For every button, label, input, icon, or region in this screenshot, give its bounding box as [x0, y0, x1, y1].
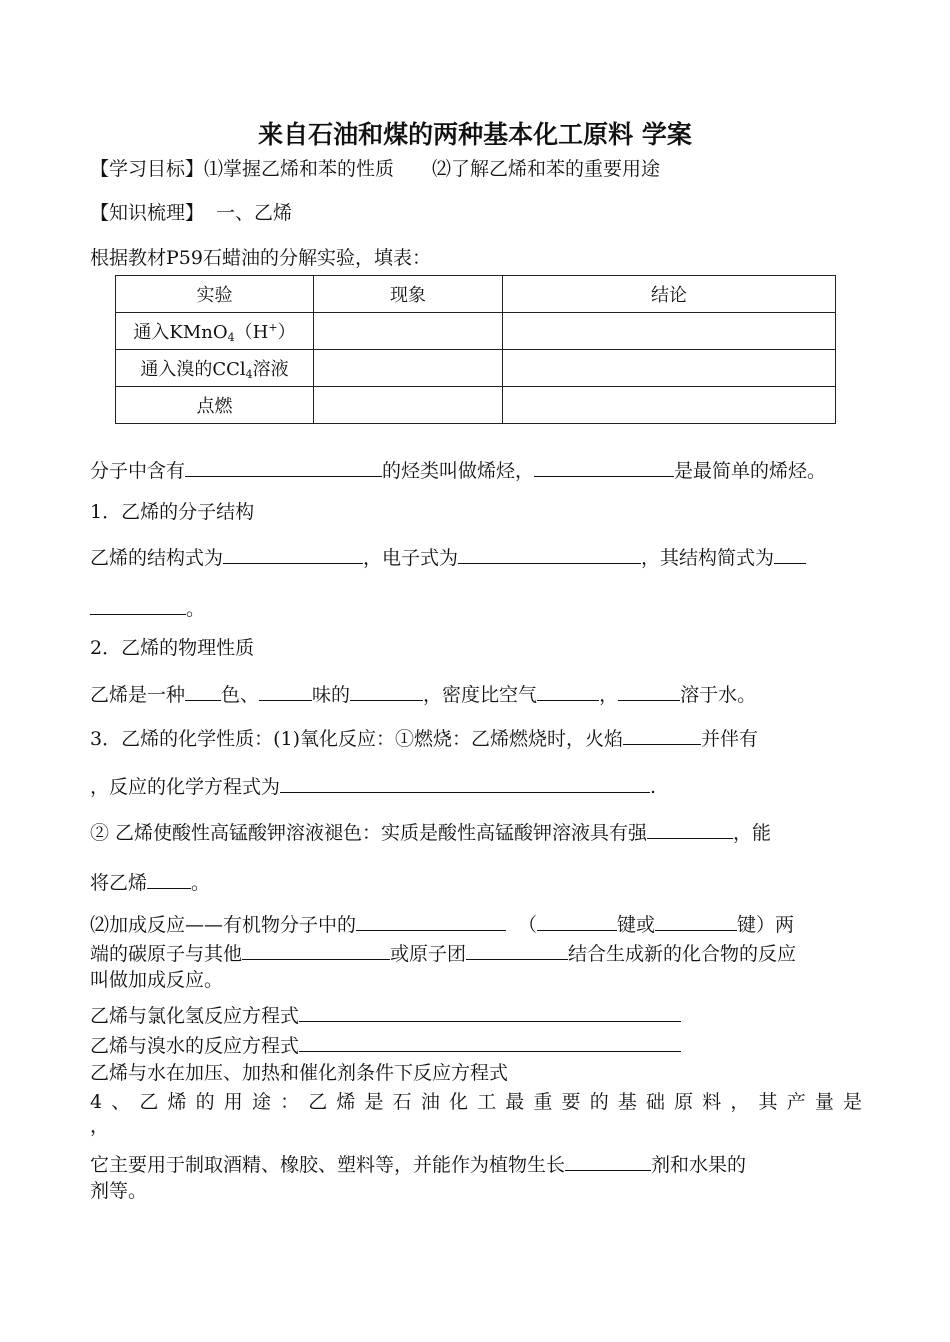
blank-field[interactable]: [618, 680, 680, 701]
addition-line-3: 叫做加成反应。: [90, 969, 224, 991]
uses-line-1: 4、乙烯的用途：乙烯是石油化工最重要的基础原料，其产量是: [90, 1091, 862, 1113]
blank-field[interactable]: [565, 1150, 651, 1171]
table-cell-observation[interactable]: [314, 313, 503, 350]
alkene-definition-line: 分子中含有 的烃类叫做烯烃， 是最简单的烯烃。: [90, 456, 826, 484]
section-3-line: 3．乙烯的化学性质：(1)氧化反应：①燃烧：乙烯燃烧时，火焰 并伴有: [90, 724, 758, 752]
uses-comma: ，: [90, 1115, 110, 1137]
blank-field[interactable]: [458, 543, 641, 564]
table-header-row: [116, 276, 836, 313]
equation-hcl-line: 乙烯与氯化氢反应方程式: [90, 1001, 681, 1029]
blank-field[interactable]: [147, 868, 191, 889]
blank-field[interactable]: [534, 456, 674, 477]
experiment-table: [115, 275, 836, 424]
kmno4-line: ② 乙烯使酸性高锰酸钾溶液褪色：实质是酸性高锰酸钾溶液具有强 ，能: [90, 818, 771, 846]
blank-field[interactable]: [466, 939, 568, 960]
combustion-equation-line: ，反应的化学方程式为 .: [90, 772, 656, 800]
blank-field[interactable]: [185, 456, 382, 477]
uses-line-2: 它主要用于制取酒精、橡胶、塑料等，并能作为植物生长 剂和水果的: [90, 1150, 746, 1178]
blank-field[interactable]: [259, 680, 312, 701]
blank-field[interactable]: [356, 910, 506, 931]
uses-line-3: 剂等。: [90, 1180, 148, 1202]
knowledge-label: 【知识梳理】: [90, 202, 205, 224]
blank-field[interactable]: [774, 543, 806, 564]
blank-field[interactable]: [223, 543, 363, 564]
objective-1: ⑴掌握乙烯和苯的性质: [204, 158, 395, 180]
table-cell-experiment: 通入溴的CCl$_4$溶液: [116, 350, 314, 387]
table-row: [116, 313, 836, 350]
table-row: [116, 387, 836, 424]
kmno4-line-cont: 将乙烯 。: [90, 868, 210, 896]
blank-field[interactable]: [350, 680, 423, 701]
table-cell-conclusion[interactable]: [503, 387, 836, 424]
blank-field[interactable]: [185, 680, 221, 701]
table-cell-conclusion[interactable]: [503, 313, 836, 350]
structure-line: 乙烯的结构式为 ，电子式为 ，其结构简式为: [90, 543, 806, 571]
page-title: 来自石油和煤的两种基本化工原料 学案: [258, 120, 692, 149]
table-cell-experiment: 通入KMnO$_4$（H+）: [116, 313, 314, 350]
addition-line-2: 端的碳原子与其他 或原子团 结合生成新的化合物的反应: [90, 939, 796, 967]
table-cell-conclusion[interactable]: [503, 350, 836, 387]
intro-text: 根据教材P59石蜡油的分解实验，填表：: [90, 247, 431, 269]
addition-line-1: ⑵加成反应——有机物分子中的 （ 键或 键）两: [90, 910, 794, 938]
objective-2: ⑵了解乙烯和苯的重要用途: [432, 158, 661, 180]
table-cell-observation[interactable]: [314, 350, 503, 387]
blank-field[interactable]: [90, 594, 186, 615]
table-header: 实验: [116, 276, 314, 313]
blank-field[interactable]: [655, 910, 737, 931]
blank-field[interactable]: [242, 939, 390, 960]
blank-field[interactable]: [299, 1031, 681, 1052]
physical-properties-line: 乙烯是一种 色、 味的 ，密度比空气 ， 溶于水。: [90, 680, 756, 708]
table-cell-observation[interactable]: [314, 387, 503, 424]
knowledge-line: [90, 200, 292, 226]
table-cell-experiment: 点燃: [116, 387, 314, 424]
blank-field[interactable]: [280, 772, 650, 793]
equation-water-line: 乙烯与水在加压、加热和催化剂条件下反应方程式: [90, 1062, 509, 1084]
structure-line-cont: 。: [90, 594, 205, 622]
table-header: 结论: [503, 276, 836, 313]
blank-field[interactable]: [299, 1001, 681, 1022]
section-2-heading: 2．乙烯的物理性质: [90, 637, 255, 659]
objectives-label: 【学习目标】: [90, 158, 205, 180]
section-heading: 一、乙烯: [216, 202, 293, 224]
blank-field[interactable]: [623, 724, 701, 745]
objectives-line: [90, 156, 660, 182]
table-header: 现象: [314, 276, 503, 313]
blank-field[interactable]: [647, 818, 733, 839]
equation-bromine-line: 乙烯与溴水的反应方程式: [90, 1031, 681, 1059]
section-1-heading: 1．乙烯的分子结构: [90, 501, 255, 523]
blank-field[interactable]: [537, 910, 617, 931]
table-row: [116, 350, 836, 387]
blank-field[interactable]: [537, 680, 599, 701]
